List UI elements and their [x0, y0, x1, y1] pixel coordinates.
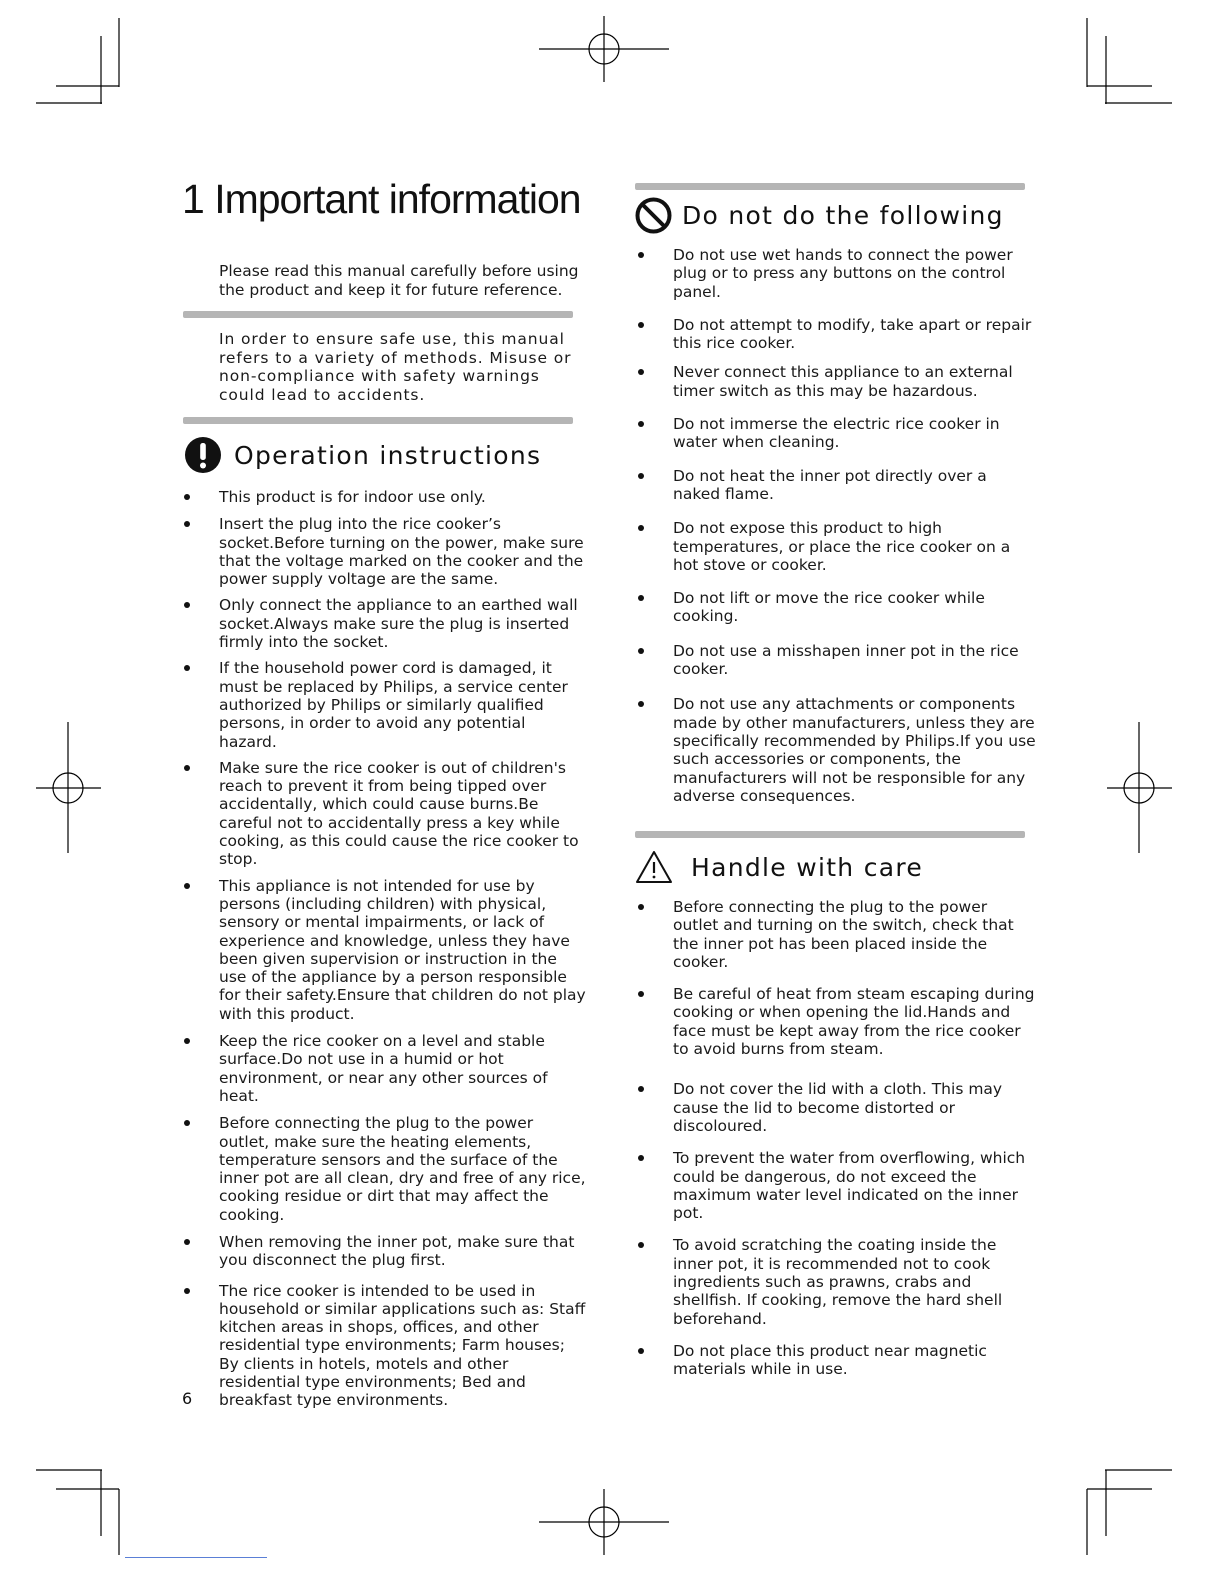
underline-mark [125, 1557, 267, 1558]
operation-heading [184, 436, 541, 474]
donot-heading [635, 197, 1004, 234]
operation-list [182, 488, 587, 1410]
page-number: 6 [182, 1389, 193, 1408]
list-item: Before connecting the plug to the power outlet and turning on the switch, check that the inner pot has been placed inside the cooker. [636, 898, 1036, 971]
list-item: Keep the rice cooker on a level and stable surface.Do not use in a humid or hot environment, or near any other sources of heat. [182, 1032, 587, 1105]
list-item: Be careful of heat from steam escaping during cooking or when opening the lid.Hands and face must be kept away from the rice cooker to avoid burns from steam. [636, 985, 1036, 1058]
list-item: If the household power cord is damaged, it must be replaced by Philips, a service center authorized by Philips or similarly qualified persons, in order to avoid any potential hazard. [182, 659, 587, 750]
operation-heading-label: Operation instructions [234, 440, 542, 470]
list-item: When removing the inner pot, make sure that you disconnect the plug first. [182, 1233, 587, 1270]
divider [183, 417, 573, 424]
list-item: Do not cover the lid with a cloth. This may cause the lid to become distorted or discoloured. [636, 1080, 1036, 1135]
donot-list [636, 246, 1036, 805]
list-item: This product is for indoor use only. [182, 488, 587, 506]
intro-paragraph: Please read this manual carefully before using the product and keep it for future reference. [219, 262, 579, 299]
divider [183, 311, 573, 318]
prohibited-icon [635, 197, 672, 234]
care-heading-label: Handle with care [691, 852, 924, 882]
warning-triangle-icon [634, 849, 674, 885]
list-item: Do not use wet hands to connect the power plug or to press any buttons on the control panel. [636, 246, 1036, 301]
page-title: 1 Important information [182, 176, 581, 222]
list-item: Insert the plug into the rice cooker’s socket.Before turning on the power, make sure that the voltage marked on the cooker and the power supply voltage are the same. [182, 515, 587, 588]
list-item: Do not heat the inner pot directly over a naked flame. [636, 467, 1036, 504]
care-heading [634, 849, 923, 885]
list-item: The rice cooker is intended to be used in household or similar applications such as: Staff kitchen areas in shops, offices, and other residential type environments; Farm houses; By clients in hotels, motels and other residential type environments; Bed and breakfast type environments. [182, 1282, 587, 1410]
list-item: Never connect this appliance to an external timer switch as this may be hazardous. [636, 363, 1036, 400]
list-item: Do not expose this product to high temperatures, or place the rice cooker on a hot stove or cooker. [636, 519, 1036, 574]
care-list [636, 898, 1036, 1379]
list-item: This appliance is not intended for use by persons (including children) with physical, sensory or mental impairments, or lack of experience and knowledge, unless they have been given supervision or instruction in the use of the appliance by a person responsible for their safety.Ensure that children do not play with this product. [182, 877, 587, 1023]
list-item: Do not lift or move the rice cooker while cooking. [636, 589, 1036, 626]
list-item: Do not attempt to modify, take apart or repair this rice cooker. [636, 316, 1036, 353]
list-item: Only connect the appliance to an earthed wall socket.Always make sure the plug is inserted firmly into the socket. [182, 596, 587, 651]
list-item: Make sure the rice cooker is out of children's reach to prevent it from being tipped over accidentally, which could cause burns.Be careful not to accidentally press a key while cooking, as this could cause the rice cooker to stop. [182, 759, 587, 869]
list-item: Do not immerse the electric rice cooker in water when cleaning. [636, 415, 1036, 452]
list-item: Do not use any attachments or components made by other manufacturers, unless they are specifically recommended by Philips.If you use such accessories or components, the manufacturers will not be responsible for any adverse consequences. [636, 695, 1036, 805]
list-item: Do not place this product near magnetic materials while in use. [636, 1342, 1036, 1379]
list-item: Before connecting the plug to the power outlet, make sure the heating elements, temperature sensors and the surface of the inner pot are all clean, dry and free of any rice, cooking residue or dirt that may affect the cooking. [182, 1114, 587, 1224]
list-item: To avoid scratching the coating inside the inner pot, it is recommended not to cook ingredients such as prawns, crabs and shellfish. If cooking, remove the hard shell beforehand. [636, 1236, 1036, 1327]
divider [635, 183, 1025, 190]
donot-heading-label: Do not do the following [682, 201, 1004, 230]
exclamation-icon [184, 436, 222, 474]
list-item: To prevent the water from overflowing, which could be dangerous, do not exceed the maximum water level indicated on the inner pot. [636, 1149, 1036, 1222]
divider [635, 831, 1025, 838]
list-item: Do not use a misshapen inner pot in the rice cooker. [636, 642, 1036, 679]
safety-note-paragraph: In order to ensure safe use, this manual refers to a variety of methods. Misuse or non-compliance with safety warnings could lead to accidents. [219, 330, 572, 404]
